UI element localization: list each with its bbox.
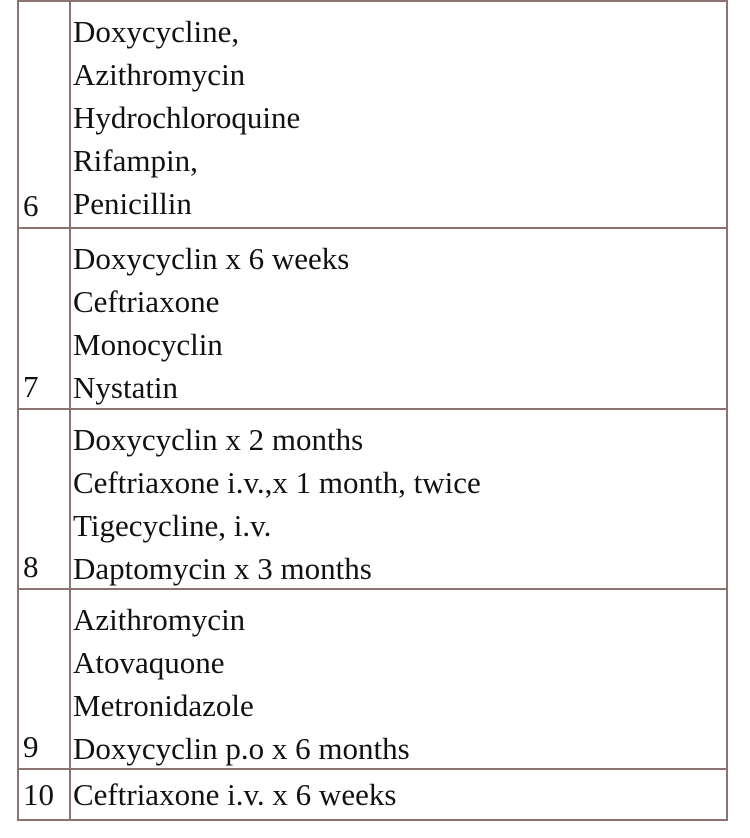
table-row [19,410,726,590]
drug-item: Daptomycin x 3 months [73,551,372,586]
drug-item: Doxycyclin x 6 weeks [73,241,350,276]
row-number: 6 [23,188,39,223]
table-row [19,229,726,410]
table-row [19,770,726,819]
column-divider [69,590,71,770]
drug-item: Ceftriaxone [73,284,220,319]
drug-item: Hydrochloroquine [73,100,301,135]
drug-list [73,10,300,225]
row-number: 8 [23,549,39,584]
drug-item: Ceftriaxone i.v. x 6 weeks [73,777,397,812]
row-number-cell [19,410,69,590]
row-number-cell [19,2,69,229]
column-divider [69,410,71,590]
row-number-cell [19,229,69,410]
table-row [19,2,726,229]
table-row [19,590,726,770]
drug-item: Doxycycline, [73,14,240,49]
drug-item: Penicillin [73,186,192,221]
column-divider [69,770,71,819]
drug-list [73,773,396,816]
row-number: 10 [23,777,54,812]
drug-item: Azithromycin [73,57,246,92]
row-number-cell [19,770,69,819]
drug-item: Metronidazole [73,688,254,723]
drug-list [73,418,481,590]
row-number-cell [19,590,69,770]
row-number: 9 [23,729,39,764]
drug-item: Doxycyclin x 2 months [73,422,364,457]
drug-list [73,237,349,409]
drug-item: Rifampin, [73,143,198,178]
column-divider [69,2,71,229]
drug-item: Azithromycin [73,602,246,637]
drug-item: Doxycyclin p.o x 6 months [73,731,410,766]
treatment-table [17,0,728,821]
column-divider [69,229,71,410]
drug-item: Atovaquone [73,645,225,680]
row-number: 7 [23,369,39,404]
drug-item: Ceftriaxone i.v.,x 1 month, twice [73,465,481,500]
drug-item: Monocyclin [73,327,223,362]
drug-list [73,598,410,770]
drug-item: Tigecycline, i.v. [73,508,272,543]
drug-item: Nystatin [73,370,179,405]
